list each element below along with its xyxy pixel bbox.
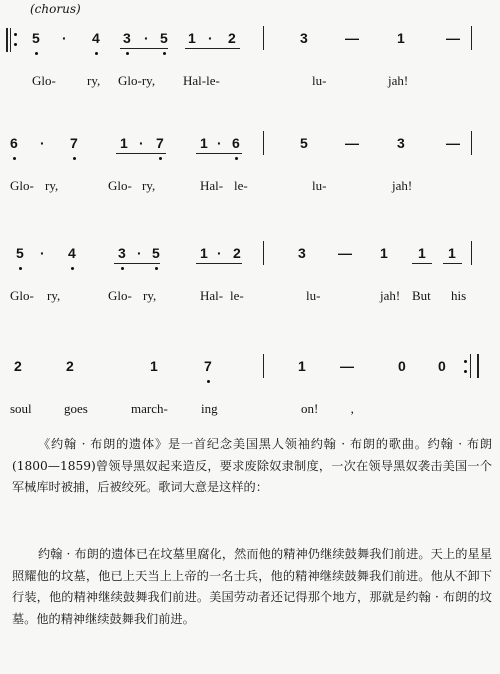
song-description <box>12 434 492 499</box>
lyric-syllable: Glo- <box>108 288 132 303</box>
note: — <box>446 135 460 151</box>
chorus-label: (chorus) <box>30 2 81 16</box>
note: · <box>144 30 149 46</box>
note: 1 <box>188 30 196 46</box>
bar-line <box>263 26 264 50</box>
lyric-syllable: ry, <box>47 288 61 303</box>
beam-underline <box>185 48 240 49</box>
note: 3 <box>298 245 306 261</box>
note: — <box>340 358 354 374</box>
lyric-syllable: ry, <box>143 288 157 303</box>
bar-line <box>263 241 264 265</box>
octave-dot-below <box>19 267 22 270</box>
octave-dot-below <box>95 52 98 55</box>
lyric-syllable: soul <box>10 401 32 416</box>
note: · <box>40 135 45 151</box>
note: 1 <box>418 245 426 261</box>
intro-paragraph: 《约翰 · 布朗的遗体》是一首纪念美国黑人领袖约翰 · 布朗的歌曲。约翰 · 布朗(1800—1859)曾领导黑奴起来造反，要求废除奴隶制度，一次在领导黑奴袭击美国一个军械库时被捕，后被绞死。歌词大意是这样的： <box>12 437 492 495</box>
note: 1 <box>380 245 388 261</box>
beam-underline <box>196 263 242 264</box>
note: — <box>345 30 359 46</box>
note: · <box>217 135 222 151</box>
octave-dot-below <box>71 267 74 270</box>
note: — <box>338 245 352 261</box>
note: 2 <box>233 245 241 261</box>
bar-line <box>470 354 471 378</box>
note: 1 <box>200 135 208 151</box>
beam-underline <box>120 48 168 49</box>
note: 1 <box>120 135 128 151</box>
note: · <box>217 245 222 261</box>
lyric-syllable: le- <box>234 178 248 193</box>
lyric-syllable: lu- <box>312 178 327 193</box>
lyric-syllable: ry, <box>142 178 156 193</box>
lyric-syllable: lu- <box>306 288 321 303</box>
lyric-syllable: Glo- <box>32 73 56 88</box>
bar-line <box>471 131 472 155</box>
lyric-syllable: march- <box>131 401 168 416</box>
note: — <box>446 30 460 46</box>
note: 7 <box>156 135 164 151</box>
octave-dot-below <box>155 267 158 270</box>
repeat-bar-thin <box>10 28 11 52</box>
lyric-syllable: his <box>451 288 467 303</box>
repeat-dot <box>464 360 467 363</box>
lyric-syllable: ing <box>201 401 218 416</box>
bar-line <box>263 131 264 155</box>
note: 2 <box>66 358 74 374</box>
note: · <box>137 245 142 261</box>
octave-dot-below <box>207 380 210 383</box>
lyric-syllable: Hal- <box>200 288 224 303</box>
note: · <box>62 30 67 46</box>
octave-dot-below <box>163 52 166 55</box>
lyric-syllable: Glo- <box>108 178 132 193</box>
note: 1 <box>397 30 405 46</box>
octave-dot-below <box>35 52 38 55</box>
lyrics-summary-paragraph: 约翰 · 布朗的遗体已在坟墓里腐化，然而他的精神仍继续鼓舞我们前进。天上的星星照耀他的坟墓，他已上天当上上帝的一名士兵，他的精神继续鼓舞我们前进。他从不卸下行装，他的精神继续鼓舞我们前进。美国劳动者还记得那个地方，那就是约翰 · 布朗的坟墓。他的精神继续鼓舞我们前进。 <box>12 547 492 626</box>
lyric-syllable: ry, <box>45 178 59 193</box>
octave-dot-below <box>121 267 124 270</box>
note: · <box>139 135 144 151</box>
beam-underline <box>196 153 242 154</box>
lyric-syllable: lu- <box>312 73 327 88</box>
lyric-syllable: Glo- <box>10 178 34 193</box>
lyric-syllable: goes <box>64 401 88 416</box>
note: 2 <box>14 358 22 374</box>
note: 3 <box>300 30 308 46</box>
note: 7 <box>204 358 212 374</box>
repeat-dot <box>464 370 467 373</box>
beam-underline <box>443 263 462 264</box>
note: 6 <box>10 135 18 151</box>
note: 5 <box>32 30 40 46</box>
note: 3 <box>397 135 405 151</box>
note: 0 <box>398 358 406 374</box>
lyrics-summary-block <box>12 544 492 630</box>
lyric-syllable: ry, <box>87 73 101 88</box>
note: — <box>345 135 359 151</box>
note: 3 <box>123 30 131 46</box>
note: 1 <box>200 245 208 261</box>
octave-dot-below <box>13 157 16 160</box>
lyric-syllable: jah! <box>380 288 401 303</box>
lyric-syllable: on! <box>301 401 319 416</box>
note: 2 <box>228 30 236 46</box>
note: 1 <box>448 245 456 261</box>
lyric-syllable: ‚ <box>350 401 355 416</box>
bar-line <box>471 26 472 50</box>
beam-underline <box>114 263 160 264</box>
note: 1 <box>150 358 158 374</box>
octave-dot-below <box>73 157 76 160</box>
octave-dot-below <box>159 157 162 160</box>
repeat-dot <box>14 33 17 36</box>
bar-line <box>471 241 472 265</box>
lyric-syllable: Hal-le- <box>183 73 220 88</box>
beam-underline <box>116 153 166 154</box>
repeat-dot <box>14 43 17 46</box>
note: 0 <box>438 358 446 374</box>
lyric-syllable: le- <box>230 288 244 303</box>
lyric-syllable: Glo- <box>10 288 34 303</box>
note: 5 <box>152 245 160 261</box>
beam-underline <box>412 263 432 264</box>
note: 4 <box>68 245 76 261</box>
note: 4 <box>92 30 100 46</box>
lyric-syllable: Hal- <box>200 178 224 193</box>
repeat-bar-thick <box>6 28 8 52</box>
note: 5 <box>16 245 24 261</box>
note: 5 <box>160 30 168 46</box>
note: 3 <box>118 245 126 261</box>
bar-line <box>263 354 264 378</box>
octave-dot-below <box>235 157 238 160</box>
note: · <box>40 245 45 261</box>
note: · <box>208 30 213 46</box>
note: 7 <box>70 135 78 151</box>
bar-line <box>477 354 479 378</box>
note: 5 <box>300 135 308 151</box>
note: 1 <box>298 358 306 374</box>
lyric-syllable: jah! <box>392 178 413 193</box>
lyric-syllable: Glo-ry, <box>118 73 156 88</box>
lyric-syllable: jah! <box>388 73 409 88</box>
note: 6 <box>232 135 240 151</box>
lyric-syllable: But <box>412 288 431 303</box>
octave-dot-below <box>126 52 129 55</box>
